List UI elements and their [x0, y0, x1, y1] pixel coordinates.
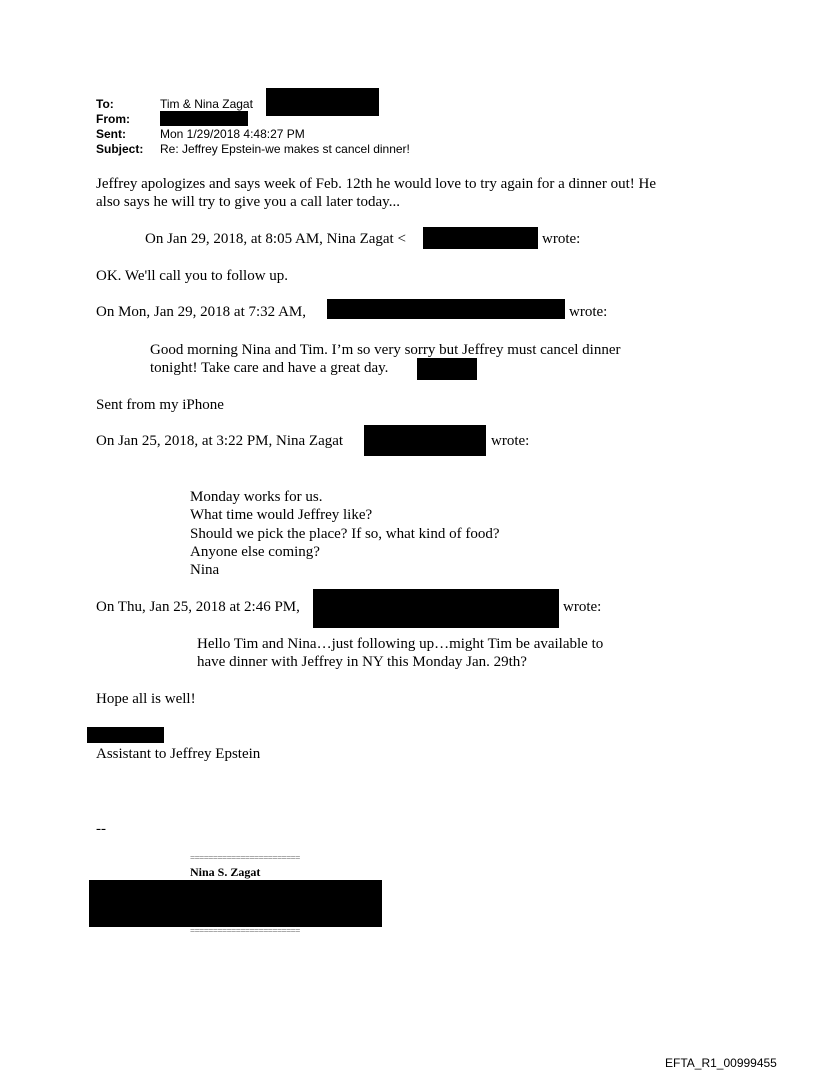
quote-4-line-2: have dinner with Jeffrey in NY this Monday Jan. 29th? — [197, 654, 527, 670]
quote-2-line-1: Good morning Nina and Tim. I’m so very sorry but Jeffrey must cancel dinner — [150, 342, 621, 358]
subject-label: Subject: — [96, 142, 144, 156]
quote-2-line-2: tonight! Take care and have a great day. — [150, 360, 389, 376]
to-value: Tim & Nina Zagat — [160, 97, 253, 111]
body-paragraph-line-2: also says he will try to give you a call later today... — [96, 194, 400, 210]
redaction-to-email — [266, 88, 379, 116]
assistant-title: Assistant to Jeffrey Epstein — [96, 746, 261, 762]
redaction-signature-block — [89, 880, 382, 927]
quote-1-text: OK. We'll call you to follow up. — [96, 268, 289, 284]
signature-name: Nina S. Zagat — [190, 865, 261, 879]
redaction-quote-2-signature — [417, 358, 477, 380]
sent-label: Sent: — [96, 127, 126, 141]
redaction-quote-2-email — [327, 299, 565, 319]
quote-4-header: On Thu, Jan 25, 2018 at 2:46 PM, — [96, 599, 300, 615]
redaction-assistant-name — [87, 727, 164, 743]
redaction-from — [160, 111, 248, 126]
body-paragraph-line-1: Jeffrey apologizes and says week of Feb. 12th he would love to try again for a dinner out! He — [96, 176, 656, 192]
quote-2-header: On Mon, Jan 29, 2018 at 7:32 AM, — [96, 304, 306, 320]
quote-1-wrote: wrote: — [542, 231, 581, 247]
sent-from-iphone: Sent from my iPhone — [96, 397, 224, 413]
quote-2-wrote: wrote: — [569, 304, 608, 320]
quote-3-header: On Jan 25, 2018, at 3:22 PM, Nina Zagat — [96, 433, 344, 449]
redaction-quote-4-email — [313, 589, 559, 628]
quote-3-line-2: What time would Jeffrey like? — [190, 507, 373, 523]
quote-3-line-1: Monday works for us. — [190, 489, 323, 505]
quote-4-line-1: Hello Tim and Nina…just following up…might Tim be available to — [197, 636, 604, 652]
quote-3-wrote: wrote: — [491, 433, 530, 449]
quote-3-line-3: Should we pick the place? If so, what kind of food? — [190, 526, 500, 542]
redaction-quote-1-email — [423, 227, 538, 249]
quote-3-line-4: Anyone else coming? — [190, 544, 320, 560]
redaction-quote-3-email — [364, 425, 486, 456]
document-id: EFTA_R1_00999455 — [665, 1056, 777, 1070]
signature-separator: -- — [96, 821, 106, 837]
quote-4-wrote: wrote: — [563, 599, 602, 615]
closing-hope: Hope all is well! — [96, 691, 196, 707]
to-label: To: — [96, 97, 114, 111]
subject-value: Re: Jeffrey Epstein-we makes st cancel dinner! — [160, 142, 410, 156]
sent-value: Mon 1/29/2018 4:48:27 PM — [160, 127, 305, 141]
quote-1-header: On Jan 29, 2018, at 8:05 AM, Nina Zagat < — [145, 231, 406, 247]
signature-rule-bottom: ======================== — [190, 926, 300, 936]
signature-rule-top: ======================== — [190, 853, 300, 863]
quote-3-line-5: Nina — [190, 562, 220, 578]
from-label: From: — [96, 112, 130, 126]
